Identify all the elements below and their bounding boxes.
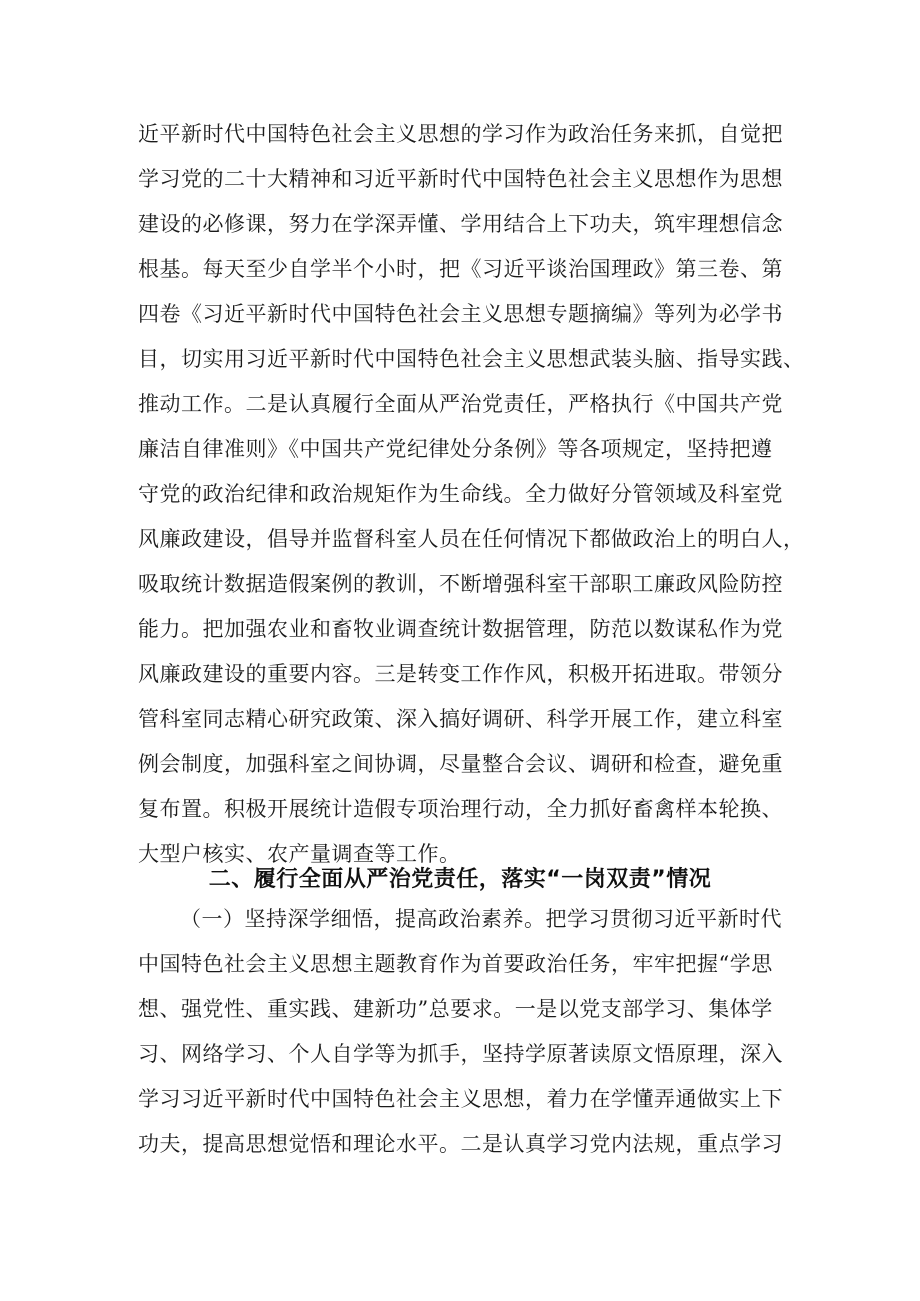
text-line: 大型户核实、农产量调查等工作。 xyxy=(138,842,461,866)
text-line: 想、强党性、重实践、建新功”总要求。一是以党支部学习、集体学 xyxy=(138,997,773,1021)
text-line: （一）坚持深学细悟，提高政治素养。把学习贯彻习近平新时代 xyxy=(180,907,782,931)
text-line: 习、网络学习、个人自学等为抓手，坚持学原著读原文悟原理，深入 xyxy=(138,1042,783,1066)
text-line: 四卷《习近平新时代中国特色社会主义思想专题摘编》等列为必学书 xyxy=(138,302,783,326)
text-line: 复布置。积极开展统计造假专项治理行动，全力抓好畜禽样本轮换、 xyxy=(138,797,783,821)
text-line: 守党的政治纪律和政治规矩作为生命线。全力做好分管领域及科室党 xyxy=(138,482,783,506)
text-line: 吸取统计数据造假案例的教训，不断增强科室干部职工廉政风险防控 xyxy=(138,572,783,596)
text-line: 目，切实用习近平新时代中国特色社会主义思想武装头脑、指导实践、 xyxy=(138,347,805,371)
text-line: 管科室同志精心研究政策、深入搞好调研、科学开展工作，建立科室 xyxy=(138,707,783,731)
text-line: 风廉政建设，倡导并监督科室人员在任何情况下都做政治上的明白人， xyxy=(138,527,805,551)
text-line: 能力。把加强农业和畜牧业调查统计数据管理，防范以数谋私作为党 xyxy=(138,617,783,641)
section-heading: 二、履行全面从严治党责任，落实“一岗双责”情况 xyxy=(208,867,712,892)
text-line: 学习党的二十大精神和习近平新时代中国特色社会主义思想作为思想 xyxy=(138,167,783,191)
text-line: 例会制度，加强科室之间协调，尽量整合会议、调研和检查，避免重 xyxy=(138,752,783,776)
text-line: 风廉政建设的重要内容。三是转变工作作风，积极开拓进取。带领分 xyxy=(138,662,783,686)
text-line: 近平新时代中国特色社会主义思想的学习作为政治任务来抓，自觉把 xyxy=(138,122,783,146)
text-line: 推动工作。二是认真履行全面从严治党责任，严格执行《中国共产党 xyxy=(138,392,783,416)
text-line: 中国特色社会主义思想主题教育作为首要政治任务，牢牢把握“学思 xyxy=(138,952,773,976)
text-line: 功夫，提高思想觉悟和理论水平。二是认真学习党内法规，重点学习 xyxy=(138,1132,783,1156)
text-line: 根基。每天至少自学半个小时，把《习近平谈治国理政》第三卷、第 xyxy=(138,257,783,281)
text-line: 学习习近平新时代中国特色社会主义思想，着力在学懂弄通做实上下 xyxy=(138,1087,783,1111)
text-line: 建设的必修课，努力在学深弄懂、学用结合上下功夫，筑牢理想信念 xyxy=(138,212,783,236)
text-line: 廉洁自律准则》《中国共产党纪律处分条例》等各项规定，坚持把遵 xyxy=(138,437,773,461)
